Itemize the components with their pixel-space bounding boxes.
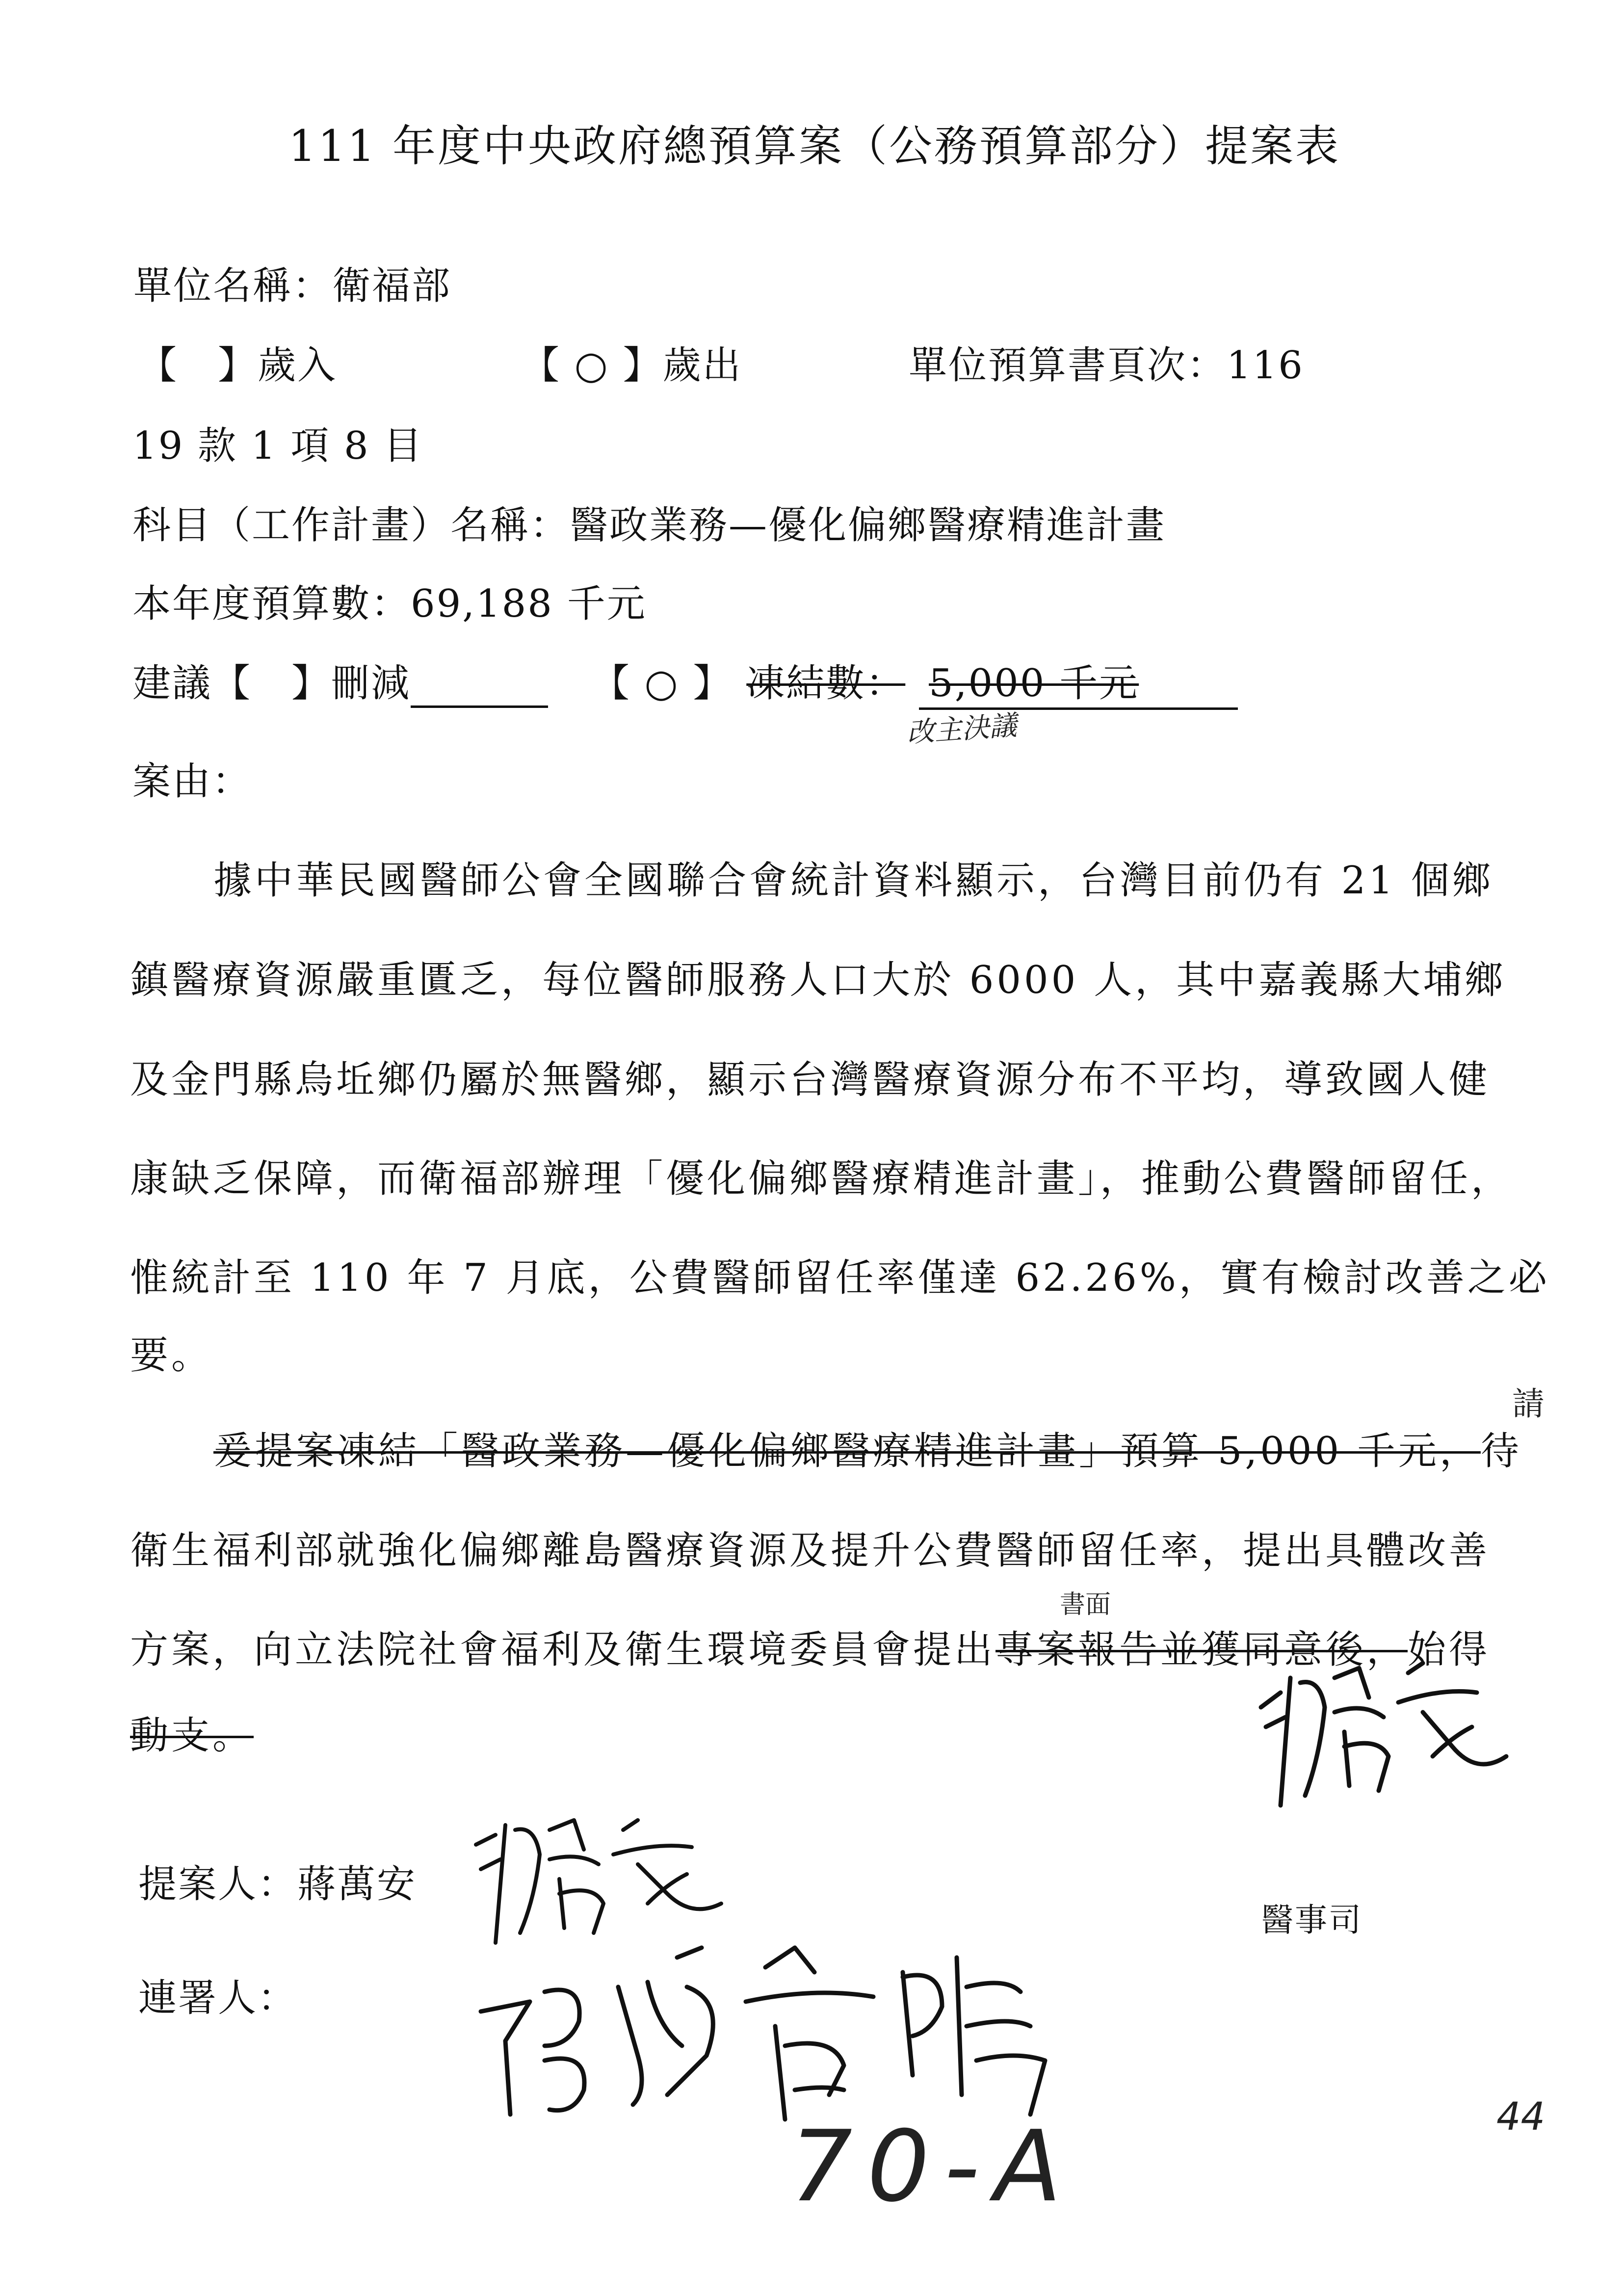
proposal-line-3-tail: 始得 xyxy=(1408,1628,1491,1672)
proposer: 提案人：蔣萬安 xyxy=(138,1862,417,1906)
cosigner-label: 連署人： xyxy=(138,1976,298,2020)
proposal-insert-written: 書面 xyxy=(1060,1590,1111,1619)
proposal-line-4 xyxy=(130,1705,254,1760)
cut-amount-blank xyxy=(411,661,548,708)
reason-line-6: 要。 xyxy=(130,1333,213,1378)
freeze-checkbox: 【 ○ 】 xyxy=(591,661,733,705)
document-title: 111 年度中央政府總預算案（公務預算部分）提案表 xyxy=(288,121,1340,171)
proposal-tail: 待 xyxy=(1480,1429,1522,1473)
reason-line-4: 康缺乏保障，而衛福部辦理「優化偏鄉醫療精進計畫」，推動公費醫師留任， xyxy=(130,1157,1513,1201)
item-code: 19 款 1 項 8 目 xyxy=(132,424,423,468)
proposal-struck-text: 爰提案凍結「醫政業務—優化偏鄉醫療精進計畫」預算 5,000 千元， xyxy=(213,1429,1481,1473)
proposal-line-4-struck: 動支。 xyxy=(130,1714,254,1758)
cut-checkbox-label: 建議【 】刪減 xyxy=(132,661,411,705)
budget-amount: 本年度預算數：69,188 千元 xyxy=(132,582,647,626)
reason-line-1: 據中華民國醫師公會全國聯合會統計資料顯示，台灣目前仍有 21 個鄉 xyxy=(213,859,1493,903)
proposal-line-2: 衛生福利部就強化偏鄉離島醫療資源及提升公費醫師留任率，提出具體改善 xyxy=(130,1529,1491,1573)
reason-label: 案由： xyxy=(132,759,252,804)
freeze-label: 凍結數： xyxy=(746,661,906,705)
budget-page-ref: 單位預算書頁次：116 xyxy=(909,343,1304,388)
freeze-amount: 5,000 千元 xyxy=(929,661,1139,705)
subject-name: 科目（工作計畫）名稱：醫政業務—優化偏鄉醫療精進計畫 xyxy=(132,503,1166,548)
proposal-line-3-text: 方案，向立法院社會福利及衛生環境委員會提出 xyxy=(130,1628,996,1672)
proposal-insert-note: 請 xyxy=(1512,1385,1545,1423)
freeze-amount-field xyxy=(919,652,1238,710)
proposal-line-1 xyxy=(213,1420,1522,1475)
department: 醫事司 xyxy=(1261,1901,1362,1939)
signature-cosigner xyxy=(471,1928,1109,2134)
expense-checkbox: 【 ○ 】歲出 xyxy=(521,343,742,388)
revenue-checkbox: 【 】歲入 xyxy=(138,343,338,388)
proposal-line-3-struck: 專案報告並獲同意後， xyxy=(995,1628,1408,1672)
reason-line-2: 鎮醫療資源嚴重匱乏，每位醫師服務人口大於 6000 人，其中嘉義縣大埔鄉 xyxy=(130,958,1506,1002)
unit-name: 單位名稱：衛福部 xyxy=(133,264,452,308)
reason-line-3: 及金門縣烏坵鄉仍屬於無醫鄉，顯示台灣醫療資源分布不平均，導致國人健 xyxy=(130,1058,1491,1102)
reason-line-5: 惟統計至 110 年 7 月底，公費醫師留任率僅達 62.26%，實有檢討改善之必 xyxy=(130,1256,1550,1300)
page-number: 44 xyxy=(1496,2095,1545,2139)
suggestion-row xyxy=(132,652,1238,710)
handwritten-code: 70-A xyxy=(790,2110,1076,2224)
signature-approval xyxy=(1246,1648,1521,1815)
freeze-handwritten-note: 改主決議 xyxy=(906,709,1018,749)
